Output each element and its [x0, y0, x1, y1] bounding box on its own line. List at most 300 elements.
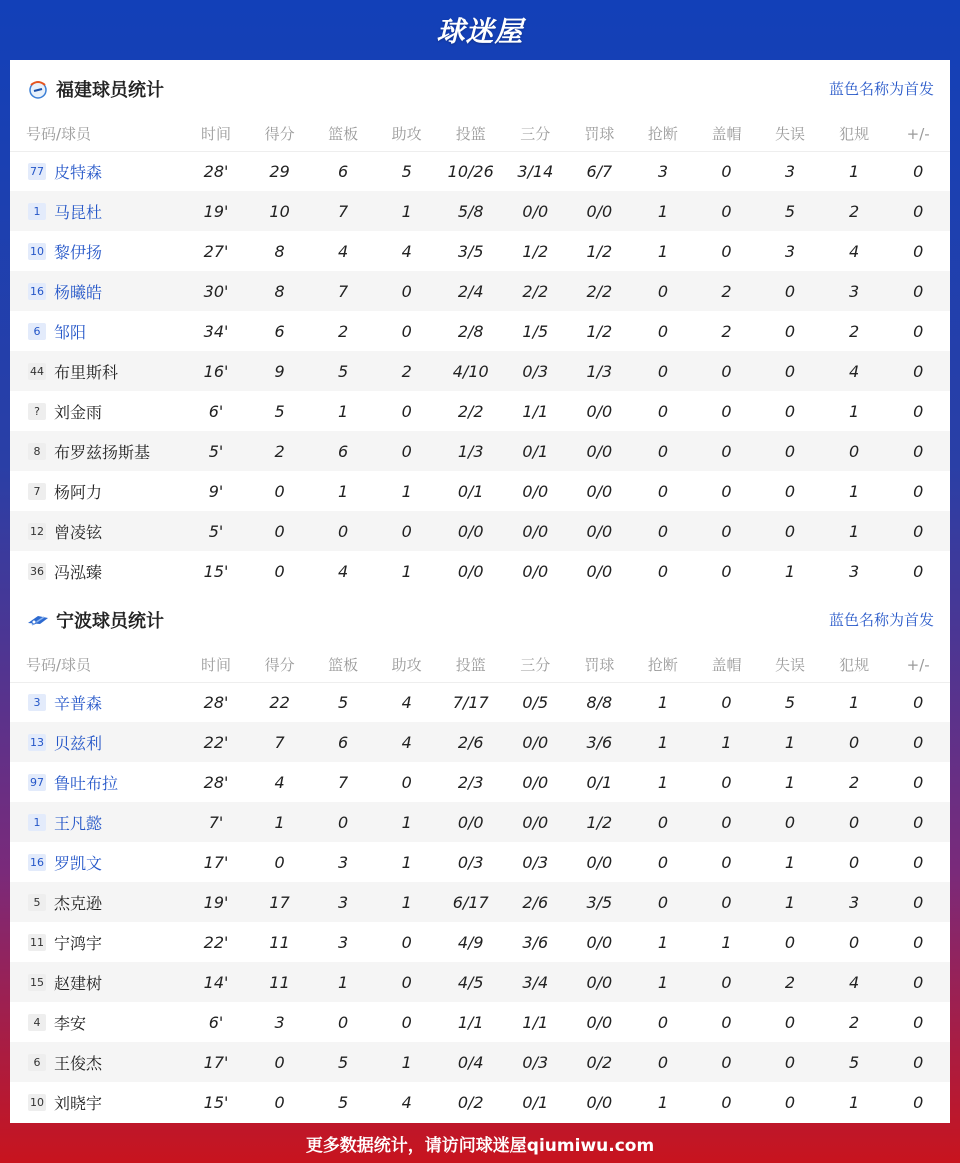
player-name-link[interactable]: 辛普森: [54, 693, 103, 713]
team-header: [10, 60, 950, 117]
stat-cell: 0: [886, 722, 950, 762]
column-header[interactable]: 三分: [503, 648, 568, 682]
stat-cell: 2: [695, 271, 759, 311]
player-name-link[interactable]: 布罗兹扬斯基: [54, 442, 151, 462]
table-header-row: [10, 648, 950, 682]
table-row[interactable]: [10, 511, 950, 551]
stat-cell: 4: [822, 351, 887, 391]
stat-cell: 0: [886, 191, 950, 231]
player-cell: [10, 802, 184, 842]
stat-cell: 10/26: [447, 161, 494, 181]
table-row[interactable]: [10, 391, 950, 431]
stat-cell: 0: [401, 401, 412, 421]
player-cell: [10, 471, 184, 511]
jersey-number-badge: 1: [28, 814, 46, 831]
column-header[interactable]: 得分: [248, 117, 312, 151]
column-header[interactable]: 助攻: [375, 117, 439, 151]
stat-cell: 0: [886, 431, 950, 471]
stat-cell: 0: [721, 561, 732, 581]
stat-cell: 3: [338, 852, 349, 872]
stat-cell: 0: [913, 932, 924, 952]
stat-cell: 1/1: [522, 401, 549, 421]
stat-cell: 0: [721, 1012, 732, 1032]
column-header[interactable]: 投篮: [438, 648, 503, 682]
stat-cell: 2/4: [438, 271, 503, 311]
stat-cell: 0: [695, 882, 759, 922]
player-cell: [10, 311, 184, 351]
stat-cell: 0: [913, 401, 924, 421]
table-row[interactable]: [10, 471, 950, 511]
player-name-link[interactable]: 杰克逊: [54, 893, 103, 913]
stat-cell: 0/1: [457, 481, 484, 501]
stat-cell: 3: [311, 882, 375, 922]
stat-cell: 1: [338, 481, 349, 501]
stat-cell: 4: [401, 1092, 412, 1112]
player-name-link[interactable]: 宁鸿宇: [54, 933, 103, 953]
player-cell: [10, 682, 184, 722]
table-row[interactable]: [10, 271, 950, 311]
team-title: 福建球员统计: [56, 79, 164, 101]
stat-cell: 22': [184, 722, 248, 762]
player-name-link[interactable]: 王凡懿: [54, 813, 103, 833]
stat-cell: 0: [631, 882, 695, 922]
column-header[interactable]: 助攻: [375, 648, 439, 682]
stat-cell: 0: [886, 511, 950, 551]
team-title-group: [26, 607, 164, 633]
stat-cell: 3/6: [522, 932, 549, 952]
stat-cell: 0: [758, 431, 822, 471]
stat-cell: 6/17: [438, 882, 503, 922]
stat-cell: 0: [822, 722, 887, 762]
stat-cell: 2/6: [438, 722, 503, 762]
stat-cell: 0: [721, 241, 732, 261]
stat-cell: 3: [848, 561, 860, 581]
column-header[interactable]: 时间: [184, 117, 248, 151]
player-cell: [10, 962, 184, 1002]
stat-cell: 0: [721, 481, 732, 501]
stat-cell: 3/5: [568, 882, 632, 922]
table-row[interactable]: [10, 1082, 950, 1122]
stat-cell: 1/1: [457, 1012, 484, 1032]
stat-cell: 0: [721, 401, 732, 421]
player-name-link[interactable]: 杨阿力: [54, 482, 103, 502]
stat-cell: 0: [721, 772, 732, 792]
stat-cell: 4/5: [438, 962, 503, 1002]
player-cell: [10, 762, 184, 802]
stat-cell: 0: [886, 1042, 950, 1082]
player-cell: [10, 351, 184, 391]
jersey-number-badge: 8: [28, 443, 46, 460]
stat-cell: 6: [274, 321, 285, 341]
stat-cell: 0: [721, 1092, 732, 1112]
stat-cell: 0: [758, 1042, 822, 1082]
stat-cell: 0: [886, 882, 950, 922]
stat-cell: 0/0: [522, 561, 549, 581]
stat-cell: 7: [248, 722, 312, 762]
player-cell: [10, 842, 184, 882]
stat-cell: 0: [913, 692, 924, 712]
stat-cell: 28': [203, 772, 229, 792]
table-row[interactable]: [10, 722, 950, 762]
jersey-number-badge: 7: [28, 483, 46, 500]
stat-cell: 1: [375, 882, 439, 922]
stat-cell: 7/17: [452, 692, 489, 712]
footer-link[interactable]: 更多数据统计，请访问球迷屋qiumiwu.com: [305, 1135, 655, 1156]
player-name-link[interactable]: 赵建树: [54, 973, 103, 993]
player-name-link[interactable]: 鲁吐布拉: [54, 773, 119, 793]
stat-cell: 4: [848, 241, 860, 261]
player-name-link[interactable]: 黎伊扬: [54, 242, 103, 262]
team-section: [10, 591, 950, 1122]
stat-cell: 5/8: [438, 191, 503, 231]
table-row[interactable]: [10, 922, 950, 962]
stat-cell: 0/2: [568, 1042, 632, 1082]
stat-cell: 2: [822, 191, 887, 231]
stat-cell: 0: [848, 932, 860, 952]
stat-cell: 4/9: [457, 932, 484, 952]
stat-cell: 0: [886, 962, 950, 1002]
stat-cell: 4: [822, 962, 887, 1002]
stat-cell: 17: [248, 882, 312, 922]
table-row[interactable]: [10, 231, 950, 271]
column-header[interactable]: 盖帽: [695, 117, 759, 151]
stat-cell: 0: [758, 271, 822, 311]
stat-cell: 3: [657, 161, 668, 181]
stat-cell: 1: [721, 932, 732, 952]
stat-cell: 0: [631, 271, 695, 311]
column-header[interactable]: 时间: [184, 648, 248, 682]
table-row[interactable]: [10, 1042, 950, 1082]
player-name-link[interactable]: 曾凌铉: [54, 522, 103, 542]
jersey-number-badge: 16: [30, 855, 44, 869]
stat-cell: 0/1: [586, 772, 613, 792]
stat-cell: 2: [848, 1012, 860, 1032]
stat-cell: 1: [311, 962, 375, 1002]
stat-cell: 1: [375, 802, 439, 842]
stat-cell: 30': [184, 271, 248, 311]
stat-cell: 0/0: [586, 481, 613, 501]
jersey-number-badge: 11: [30, 935, 44, 949]
stat-cell: 0: [375, 271, 439, 311]
column-header[interactable]: 失误: [758, 117, 822, 151]
stat-cell: 0: [695, 511, 759, 551]
stat-cell: 1/2: [522, 241, 549, 261]
column-header[interactable]: +/-: [886, 117, 950, 151]
stat-cell: 7: [311, 191, 375, 231]
player-name-link[interactable]: 刘晓宇: [54, 1093, 103, 1113]
stat-cell: 6: [311, 431, 375, 471]
stat-cell: 1: [784, 852, 796, 872]
table-row[interactable]: [10, 551, 950, 591]
stat-cell: 1: [401, 561, 412, 581]
stat-cell: 0/0: [568, 431, 632, 471]
stat-cell: 0: [631, 511, 695, 551]
stat-cell: 0: [848, 852, 860, 872]
column-header[interactable]: 抢断: [631, 648, 695, 682]
player-name-link[interactable]: 杨曦皓: [54, 282, 103, 302]
stat-cell: 1/2: [586, 241, 613, 261]
stat-cell: 0: [274, 481, 285, 501]
stat-cell: 1/2: [586, 321, 613, 341]
jersey-number-badge: 12: [30, 524, 44, 538]
column-header[interactable]: 犯规: [822, 648, 887, 682]
jersey-number-badge: 3: [28, 694, 46, 711]
player-name-link[interactable]: 冯泓臻: [54, 562, 103, 582]
table-row[interactable]: [10, 431, 950, 471]
jersey-number-badge: 77: [30, 164, 44, 178]
stat-cell: 1: [375, 1042, 439, 1082]
stat-cell: 0/0: [522, 481, 549, 501]
player-cell: [10, 1002, 184, 1042]
stat-cell: 0: [913, 561, 924, 581]
stat-cell: 5': [184, 431, 248, 471]
player-name-link[interactable]: 王俊杰: [54, 1053, 103, 1073]
jersey-number-badge: 10: [30, 244, 44, 258]
stat-cell: 1: [758, 882, 822, 922]
stat-cell: 1: [631, 191, 695, 231]
stat-cell: 5: [311, 351, 375, 391]
stat-cell: 0: [822, 802, 887, 842]
jersey-number-badge: 15: [30, 975, 44, 989]
stat-cell: 2/8: [457, 321, 484, 341]
stat-cell: 8/8: [586, 692, 613, 712]
stat-cell: 0/3: [503, 351, 568, 391]
stat-cell: 0: [657, 401, 668, 421]
stat-cell: 0: [338, 1012, 349, 1032]
stat-cell: 0: [721, 161, 732, 181]
stat-cell: 1/2: [568, 802, 632, 842]
stat-cell: 0/0: [503, 722, 568, 762]
column-header[interactable]: 抢断: [631, 117, 695, 151]
stat-cell: 7: [311, 271, 375, 311]
player-cell: [10, 271, 184, 311]
table-row[interactable]: [10, 682, 950, 722]
stat-cell: 0: [721, 692, 732, 712]
stat-cell: 5: [338, 692, 349, 712]
starter-legend: 蓝色名称为首发: [828, 611, 934, 629]
stat-cell: 0/0: [503, 802, 568, 842]
stat-cell: 4: [274, 772, 285, 792]
stat-cell: 0/2: [457, 1092, 484, 1112]
player-name-link[interactable]: 皮特森: [54, 162, 103, 182]
stat-cell: 9': [208, 481, 224, 501]
stat-cell: 0: [657, 321, 668, 341]
player-name-link[interactable]: 刘金雨: [54, 402, 103, 422]
jersey-number-badge: 4: [28, 1014, 46, 1031]
stat-cell: 1: [784, 772, 796, 792]
stat-cell: 0: [784, 481, 796, 501]
column-header[interactable]: 失误: [758, 648, 822, 682]
stat-cell: 0: [695, 962, 759, 1002]
stat-cell: 28': [203, 161, 229, 181]
player-name-link[interactable]: 李安: [54, 1013, 87, 1033]
stat-cell: 0: [784, 932, 796, 952]
stat-cell: 6': [208, 401, 224, 421]
stat-cell: 2: [375, 351, 439, 391]
stat-cell: 29: [269, 161, 290, 181]
table-row[interactable]: [10, 762, 950, 802]
stat-cell: 22': [203, 932, 229, 952]
player-cell: [10, 1042, 184, 1082]
column-header[interactable]: 号码/球员: [10, 117, 184, 151]
stat-cell: 8: [274, 241, 285, 261]
column-header[interactable]: 盖帽: [695, 648, 759, 682]
table-row[interactable]: [10, 1002, 950, 1042]
stat-cell: 1/3: [438, 431, 503, 471]
stat-cell: 2: [848, 321, 860, 341]
stat-cell: 2/3: [457, 772, 484, 792]
stat-cell: 1: [338, 401, 349, 421]
jersey-number-badge: 6: [28, 1054, 46, 1071]
stat-cell: 0: [758, 511, 822, 551]
stat-cell: 0: [274, 852, 285, 872]
table-row[interactable]: [10, 842, 950, 882]
column-header[interactable]: 罚球: [568, 648, 632, 682]
stat-cell: 0: [913, 772, 924, 792]
column-header[interactable]: 犯规: [822, 117, 887, 151]
table-row[interactable]: [10, 151, 950, 191]
stat-cell: 1: [631, 962, 695, 1002]
column-header[interactable]: 篮板: [311, 648, 375, 682]
player-cell: [10, 922, 184, 962]
stat-cell: 0: [758, 802, 822, 842]
player-cell: [10, 551, 184, 591]
table-row[interactable]: [10, 802, 950, 842]
stat-cell: 1: [375, 191, 439, 231]
column-header[interactable]: 罚球: [568, 117, 632, 151]
stat-cell: 0: [822, 431, 887, 471]
stat-cell: 8: [248, 271, 312, 311]
stat-cell: 0/0: [586, 1092, 613, 1112]
stat-cell: 2: [338, 321, 349, 341]
stat-cell: 0/0: [438, 511, 503, 551]
stat-cell: 17': [203, 852, 229, 872]
stat-cell: 19': [184, 191, 248, 231]
stat-cell: 0: [248, 511, 312, 551]
player-stats-table: [10, 648, 950, 1122]
stat-cell: 0: [657, 852, 668, 872]
stat-cell: 0: [913, 241, 924, 261]
player-name-link[interactable]: 罗凯文: [54, 853, 103, 873]
stat-cell: 0: [311, 511, 375, 551]
stat-cell: 0/0: [586, 852, 613, 872]
stat-cell: 6: [311, 722, 375, 762]
stat-cell: 2: [848, 772, 860, 792]
stat-cell: 6: [338, 161, 349, 181]
stat-cell: 1: [848, 161, 860, 181]
column-header[interactable]: 篮板: [311, 117, 375, 151]
stat-cell: 0: [721, 852, 732, 872]
stat-cell: 1: [657, 241, 668, 261]
stat-cell: 0: [274, 1092, 285, 1112]
stat-cell: 1: [758, 722, 822, 762]
jersey-number-badge: 44: [30, 364, 44, 378]
column-header[interactable]: 三分: [503, 117, 568, 151]
column-header[interactable]: 得分: [248, 648, 312, 682]
table-row[interactable]: [10, 882, 950, 922]
stat-cell: 1: [657, 932, 668, 952]
team-header: [10, 591, 950, 648]
stat-cell: 1: [848, 692, 860, 712]
stat-cell: 0: [631, 802, 695, 842]
column-header[interactable]: 号码/球员: [10, 648, 184, 682]
stat-cell: 1: [657, 692, 668, 712]
player-cell: [10, 1082, 184, 1122]
stat-cell: 0: [657, 481, 668, 501]
stat-cell: 17': [184, 1042, 248, 1082]
player-cell: [10, 431, 184, 471]
stat-cell: 0: [631, 431, 695, 471]
stat-cell: 1: [848, 401, 860, 421]
player-cell: [10, 722, 184, 762]
stat-cell: 0: [695, 1042, 759, 1082]
stat-cell: 0: [695, 431, 759, 471]
stat-cell: 3: [822, 271, 887, 311]
table-row[interactable]: [10, 191, 950, 231]
player-name-link[interactable]: 布里斯科: [54, 362, 119, 382]
stat-cell: 0: [311, 802, 375, 842]
stat-cell: 5': [184, 511, 248, 551]
player-stats-table: [10, 117, 950, 591]
jersey-number-badge: 10: [30, 1095, 44, 1109]
stat-cell: 0: [784, 1092, 796, 1112]
stat-cell: 5: [274, 401, 285, 421]
jersey-number-badge: 97: [30, 775, 44, 789]
team-title-group: [26, 76, 164, 102]
table-row[interactable]: [10, 311, 950, 351]
stat-cell: 14': [184, 962, 248, 1002]
player-name-link[interactable]: 马昆杜: [54, 202, 103, 222]
stat-cell: 7: [338, 772, 349, 792]
stat-cell: 28': [203, 692, 229, 712]
player-name-link[interactable]: 邹阳: [54, 322, 87, 342]
brand-logo[interactable]: 球迷屋: [436, 15, 524, 48]
stat-cell: 1/5: [522, 321, 549, 341]
stat-cell: 0/1: [503, 431, 568, 471]
stat-cell: 0: [913, 481, 924, 501]
stat-cell: 0: [784, 401, 796, 421]
stat-cell: 0: [913, 161, 924, 181]
column-header[interactable]: +/-: [886, 648, 950, 682]
stat-cell: 1: [657, 772, 668, 792]
player-cell: [10, 391, 184, 431]
stat-cell: 0: [695, 191, 759, 231]
stat-cell: 0: [375, 511, 439, 551]
table-header-row: [10, 117, 950, 151]
stat-cell: 1: [848, 481, 860, 501]
stat-cell: 4: [338, 241, 349, 261]
stat-cell: 3/4: [503, 962, 568, 1002]
table-row[interactable]: [10, 962, 950, 1002]
stat-cell: 1: [401, 852, 412, 872]
stat-cell: 3: [822, 882, 887, 922]
column-header[interactable]: 投篮: [438, 117, 503, 151]
stat-cell: 15': [203, 561, 229, 581]
player-name-link[interactable]: 贝兹利: [54, 733, 103, 753]
stat-cell: 1: [695, 722, 759, 762]
stat-cell: 0: [695, 351, 759, 391]
table-row[interactable]: [10, 351, 950, 391]
stat-cell: 0/3: [457, 852, 484, 872]
jersey-number-badge: 5: [28, 894, 46, 911]
stat-cell: 0: [913, 852, 924, 872]
stat-cell: 0: [274, 561, 285, 581]
stat-cell: 0/0: [457, 561, 484, 581]
stat-cell: 0: [631, 1042, 695, 1082]
stat-cell: 0/4: [438, 1042, 503, 1082]
stat-cell: 3: [274, 1012, 285, 1032]
stat-cell: 0: [913, 321, 924, 341]
